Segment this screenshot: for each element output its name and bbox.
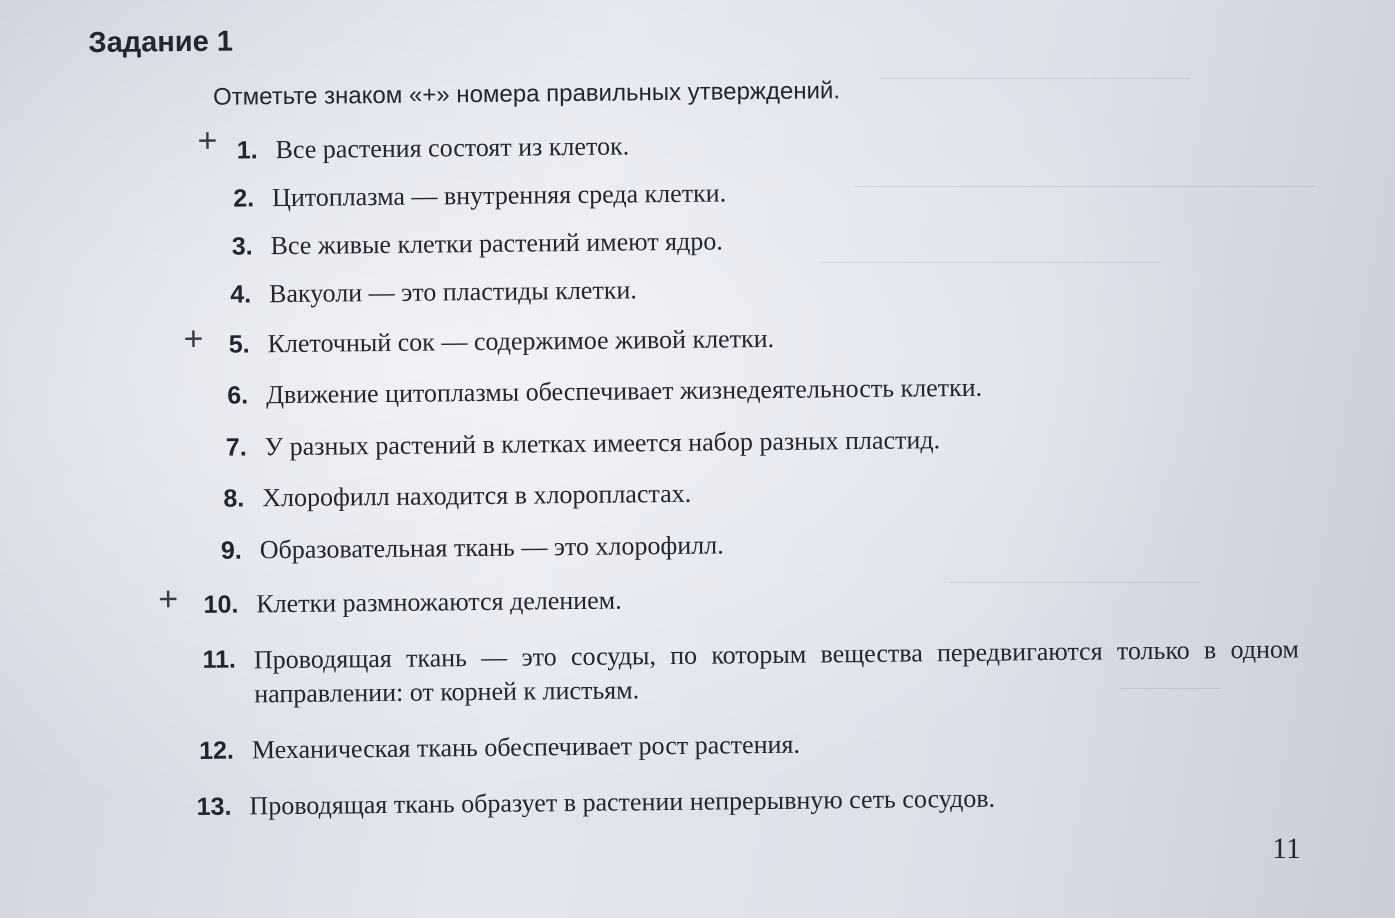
statement-number: 4. [230,280,252,309]
statement-number: 5. [228,330,250,359]
statement-item [211,131,629,165]
statement-text: Проводящая ткань — это сосуды, по которым вещества передвигаются только в одном направлении: от корней к листьям. [253,634,1300,709]
handwritten-plus-mark: + [183,319,204,359]
statement-item [205,275,637,310]
statement-text: Образовательная ткань — это хлорофилл. [259,530,724,565]
statement-item [202,373,982,411]
statement-text: Вакуоли — это пластиды клетки. [268,275,637,309]
statement-item [190,632,1300,712]
statement-item [196,530,724,566]
statement-number: 7. [225,433,247,462]
statement-number: 6. [227,381,249,410]
statement-text: Все живые клетки растений имеют ядро. [270,226,723,261]
statement-text: Проводящая ткань образует в растении непрерывную сеть сосудов. [249,783,996,821]
statement-number: 8. [223,484,245,513]
statement-number: 3. [231,232,253,261]
page-number: 11 [1272,832,1301,865]
statement-number: 12. [198,736,235,765]
handwritten-plus-mark: + [158,580,179,619]
statement-text: Все растения состоят из клеток. [275,131,630,165]
statement-text: У разных растений в клетках имеется набор разных пластид. [264,425,941,462]
statement-item [185,784,995,822]
statement-number: 2. [233,184,255,213]
statement-item [192,586,622,620]
statement-number: 11. [202,645,237,674]
statement-item [206,226,723,261]
statement-item [208,178,726,213]
statement-text: Движение цитоплазмы обеспечивает жизнедеятельность клетки. [265,372,983,410]
statement-item [201,425,941,463]
statement-text: Клетки размножаются делением. [256,585,622,619]
statement-item [188,730,800,766]
statement-item [198,479,691,514]
statement-number: 13. [196,792,232,821]
statement-number: 10. [203,590,239,619]
task-title: Задание 1 [88,25,234,60]
task-instruction: Отметьте знаком «+» номера правильных утверждений. [212,77,841,111]
statement-item [203,324,774,360]
statement-text: Клеточный сок — содержимое живой клетки. [267,323,775,359]
handwritten-plus-mark: + [197,121,218,160]
statement-text: Цитоплазма — внутренняя среда клетки. [271,178,727,213]
statement-number: 1. [236,136,258,165]
statement-text: Механическая ткань обеспечивает рост растения. [251,729,801,765]
statement-text: Хлорофилл находится в хлоропластах. [262,478,692,513]
statement-number: 9. [220,536,242,565]
